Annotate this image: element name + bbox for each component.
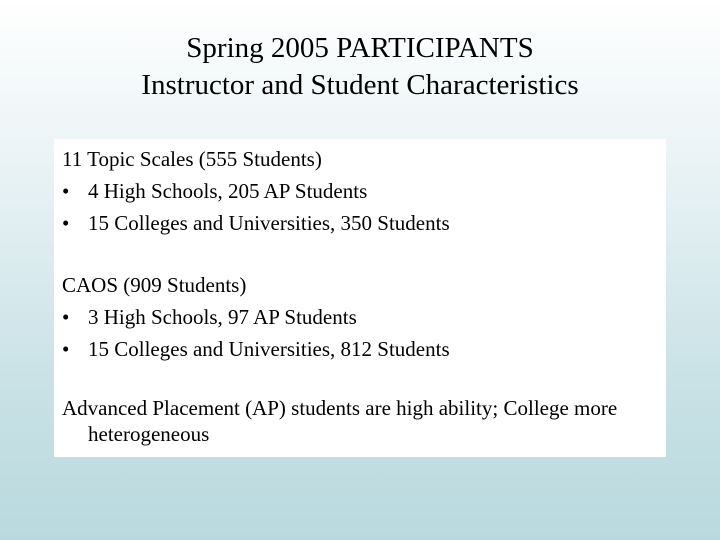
bullet-icon: • bbox=[62, 305, 70, 329]
list-item bbox=[62, 333, 658, 365]
caos-section bbox=[62, 270, 658, 365]
slide-title bbox=[0, 30, 720, 104]
list-item bbox=[62, 301, 658, 333]
title-line-2: Instructor and Student Characteristics bbox=[141, 69, 579, 101]
list-item bbox=[62, 175, 658, 207]
list-item-text: 15 Colleges and Universities, 812 Students bbox=[88, 337, 450, 361]
caos-heading: CAOS (909 Students) bbox=[62, 273, 247, 297]
topic-scales-heading: 11 Topic Scales (555 Students) bbox=[62, 147, 322, 171]
content-box bbox=[54, 139, 666, 457]
title-line-1: Spring 2005 PARTICIPANTS bbox=[186, 32, 534, 64]
list-item bbox=[62, 207, 658, 239]
note-paragraph: Advanced Placement (AP) students are high ability; College more heterogeneous bbox=[62, 396, 618, 446]
bullet-icon: • bbox=[62, 337, 70, 361]
bullet-icon: • bbox=[62, 211, 70, 235]
list-item-text: 15 Colleges and Universities, 350 Students bbox=[88, 211, 450, 235]
topic-scales-section bbox=[62, 144, 658, 239]
list-item-text: 3 High Schools, 97 AP Students bbox=[88, 305, 357, 329]
bullet-icon: • bbox=[62, 179, 70, 203]
list-item-text: 4 High Schools, 205 AP Students bbox=[88, 179, 368, 203]
